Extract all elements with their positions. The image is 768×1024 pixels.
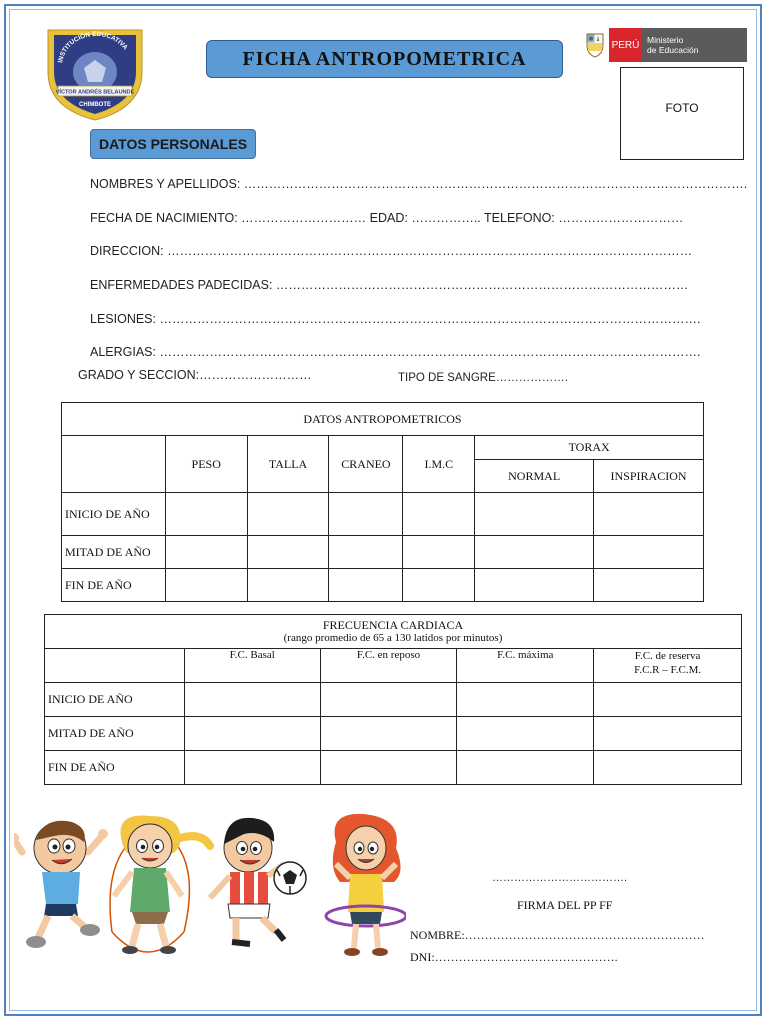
title-banner bbox=[206, 40, 563, 78]
cardiac-title: FRECUENCIA CARDIACA bbox=[322, 617, 464, 632]
field-enfermedades[interactable]: ENFERMEDADES PADECIDAS: ……………………………………………………………………………………… bbox=[90, 278, 689, 292]
anthro-corner-cell bbox=[62, 436, 166, 493]
field-nombres[interactable]: NOMBRES Y APELLIDOS: …………………………………………………………………………………………………………. bbox=[90, 177, 748, 191]
ministry-logo bbox=[581, 28, 747, 62]
cell-input[interactable] bbox=[184, 751, 320, 785]
cell-input[interactable] bbox=[594, 536, 704, 569]
field-fecha-edad-telefono[interactable]: FECHA DE NACIMIENTO: ………………………… EDAD: …………….. TELEFONO: ………………………… bbox=[90, 211, 684, 225]
logo-peru-text: PERÚ bbox=[609, 28, 642, 62]
field-parent-nombre[interactable]: NOMBRE:…………………………………………………… bbox=[410, 928, 705, 942]
cardiac-corner-cell bbox=[45, 649, 185, 683]
cell-input[interactable] bbox=[594, 751, 742, 785]
cell-input[interactable] bbox=[329, 536, 403, 569]
field-tipo-sangre[interactable]: TIPO DE SANGRE………………. bbox=[398, 372, 568, 384]
cardiac-title-cell bbox=[45, 615, 742, 649]
crest-bottom-text: CHIMBOTE bbox=[79, 102, 111, 108]
cell-input[interactable] bbox=[247, 536, 329, 569]
cell-input[interactable] bbox=[594, 717, 742, 751]
cell-input[interactable] bbox=[184, 717, 320, 751]
cell-input[interactable] bbox=[320, 683, 457, 717]
cell-input[interactable] bbox=[247, 493, 329, 536]
row-label-fin: FIN DE AÑO bbox=[62, 569, 166, 602]
col-fc-reserva bbox=[594, 649, 742, 683]
cell-input[interactable] bbox=[594, 683, 742, 717]
cell-input[interactable] bbox=[594, 569, 704, 602]
cell-input[interactable] bbox=[475, 569, 594, 602]
row-label-mitad: MITAD DE AÑO bbox=[62, 536, 166, 569]
col-fc-reposo: F.C. en reposo bbox=[320, 649, 457, 683]
field-lesiones[interactable]: LESIONES: …………………………………………………………………………………………………………………. bbox=[90, 312, 701, 326]
logo-ministry-line2: de Educación bbox=[647, 45, 699, 55]
col-imc: I.M.C bbox=[403, 436, 475, 493]
col-fc-maxima: F.C. máxima bbox=[457, 649, 594, 683]
field-parent-dni[interactable]: DNI:………………………………………. bbox=[410, 950, 618, 964]
cell-input[interactable] bbox=[165, 493, 247, 536]
cell-input[interactable] bbox=[320, 751, 457, 785]
boy-soccer-ball-illustration bbox=[210, 818, 306, 944]
anthro-title: DATOS ANTROPOMETRICOS bbox=[62, 403, 704, 436]
signature-line[interactable]: ………………………………. bbox=[492, 872, 628, 884]
cell-input[interactable] bbox=[457, 717, 594, 751]
cell-input[interactable] bbox=[329, 493, 403, 536]
table-row bbox=[62, 493, 704, 536]
signature-label: FIRMA DEL PP FF bbox=[517, 898, 613, 912]
col-peso: PESO bbox=[165, 436, 247, 493]
cell-input[interactable] bbox=[184, 683, 320, 717]
col-torax-inspiracion: INSPIRACION bbox=[594, 460, 704, 493]
cardiac-subtitle: (rango promedio de 65 a 130 latidos por minutos) bbox=[283, 631, 503, 644]
anthropometric-table bbox=[61, 402, 704, 602]
row-label-mitad: MITAD DE AÑO bbox=[45, 717, 185, 751]
table-row bbox=[62, 569, 704, 602]
crest-banner-text: VÍCTOR ANDRÉS BELAUNDE bbox=[55, 89, 135, 96]
kid-jumping-illustration bbox=[14, 821, 108, 948]
cell-input[interactable] bbox=[165, 536, 247, 569]
cell-input[interactable] bbox=[403, 493, 475, 536]
logo-ministry-text bbox=[642, 28, 747, 62]
crest-top-text: INSTITUCIÓN EDUCATIVA bbox=[57, 30, 129, 64]
photo-label: FOTO bbox=[665, 101, 699, 115]
cell-input[interactable] bbox=[320, 717, 457, 751]
cell-input[interactable] bbox=[165, 569, 247, 602]
field-direccion[interactable]: DIRECCION: ……………………………………………………………………………………………………………… bbox=[90, 244, 693, 258]
col-craneo: CRANEO bbox=[329, 436, 403, 493]
peru-shield-icon bbox=[581, 28, 609, 62]
row-label-fin: FIN DE AÑO bbox=[45, 751, 185, 785]
personal-data-section-label: DATOS PERSONALES bbox=[90, 129, 256, 159]
field-alergias[interactable]: ALERGIAS: …………………………………………………………………………………………………………………. bbox=[90, 345, 701, 359]
cell-input[interactable] bbox=[329, 569, 403, 602]
col-torax: TORAX bbox=[475, 436, 704, 460]
girl-hula-hoop-illustration bbox=[326, 814, 406, 956]
col-fc-reserva-line2: F.C.R – F.C.M. bbox=[634, 664, 702, 676]
kids-illustration bbox=[14, 812, 406, 966]
school-crest-logo bbox=[44, 22, 146, 122]
row-label-inicio: INICIO DE AÑO bbox=[62, 493, 166, 536]
table-row bbox=[45, 683, 742, 717]
row-label-inicio: INICIO DE AÑO bbox=[45, 683, 185, 717]
cell-input[interactable] bbox=[475, 493, 594, 536]
photo-box[interactable] bbox=[620, 67, 744, 160]
cell-input[interactable] bbox=[594, 493, 704, 536]
col-torax-normal: NORMAL bbox=[475, 460, 594, 493]
cell-input[interactable] bbox=[457, 683, 594, 717]
cell-input[interactable] bbox=[403, 536, 475, 569]
cell-input[interactable] bbox=[247, 569, 329, 602]
cell-input[interactable] bbox=[457, 751, 594, 785]
table-row bbox=[62, 536, 704, 569]
page-title: FICHA ANTROPOMETRICA bbox=[242, 47, 527, 70]
col-talla: TALLA bbox=[247, 436, 329, 493]
col-fc-basal: F.C. Basal bbox=[184, 649, 320, 683]
cardiac-table bbox=[44, 614, 742, 785]
cell-input[interactable] bbox=[475, 536, 594, 569]
col-fc-reserva-line1: F.C. de reserva bbox=[634, 650, 701, 662]
table-row bbox=[45, 717, 742, 751]
girl-jump-rope-illustration bbox=[110, 816, 210, 954]
field-grado-seccion[interactable]: GRADO Y SECCION:……………………… bbox=[78, 368, 312, 382]
logo-ministry-line1: Ministerio bbox=[647, 35, 684, 45]
table-row bbox=[45, 751, 742, 785]
cell-input[interactable] bbox=[403, 569, 475, 602]
